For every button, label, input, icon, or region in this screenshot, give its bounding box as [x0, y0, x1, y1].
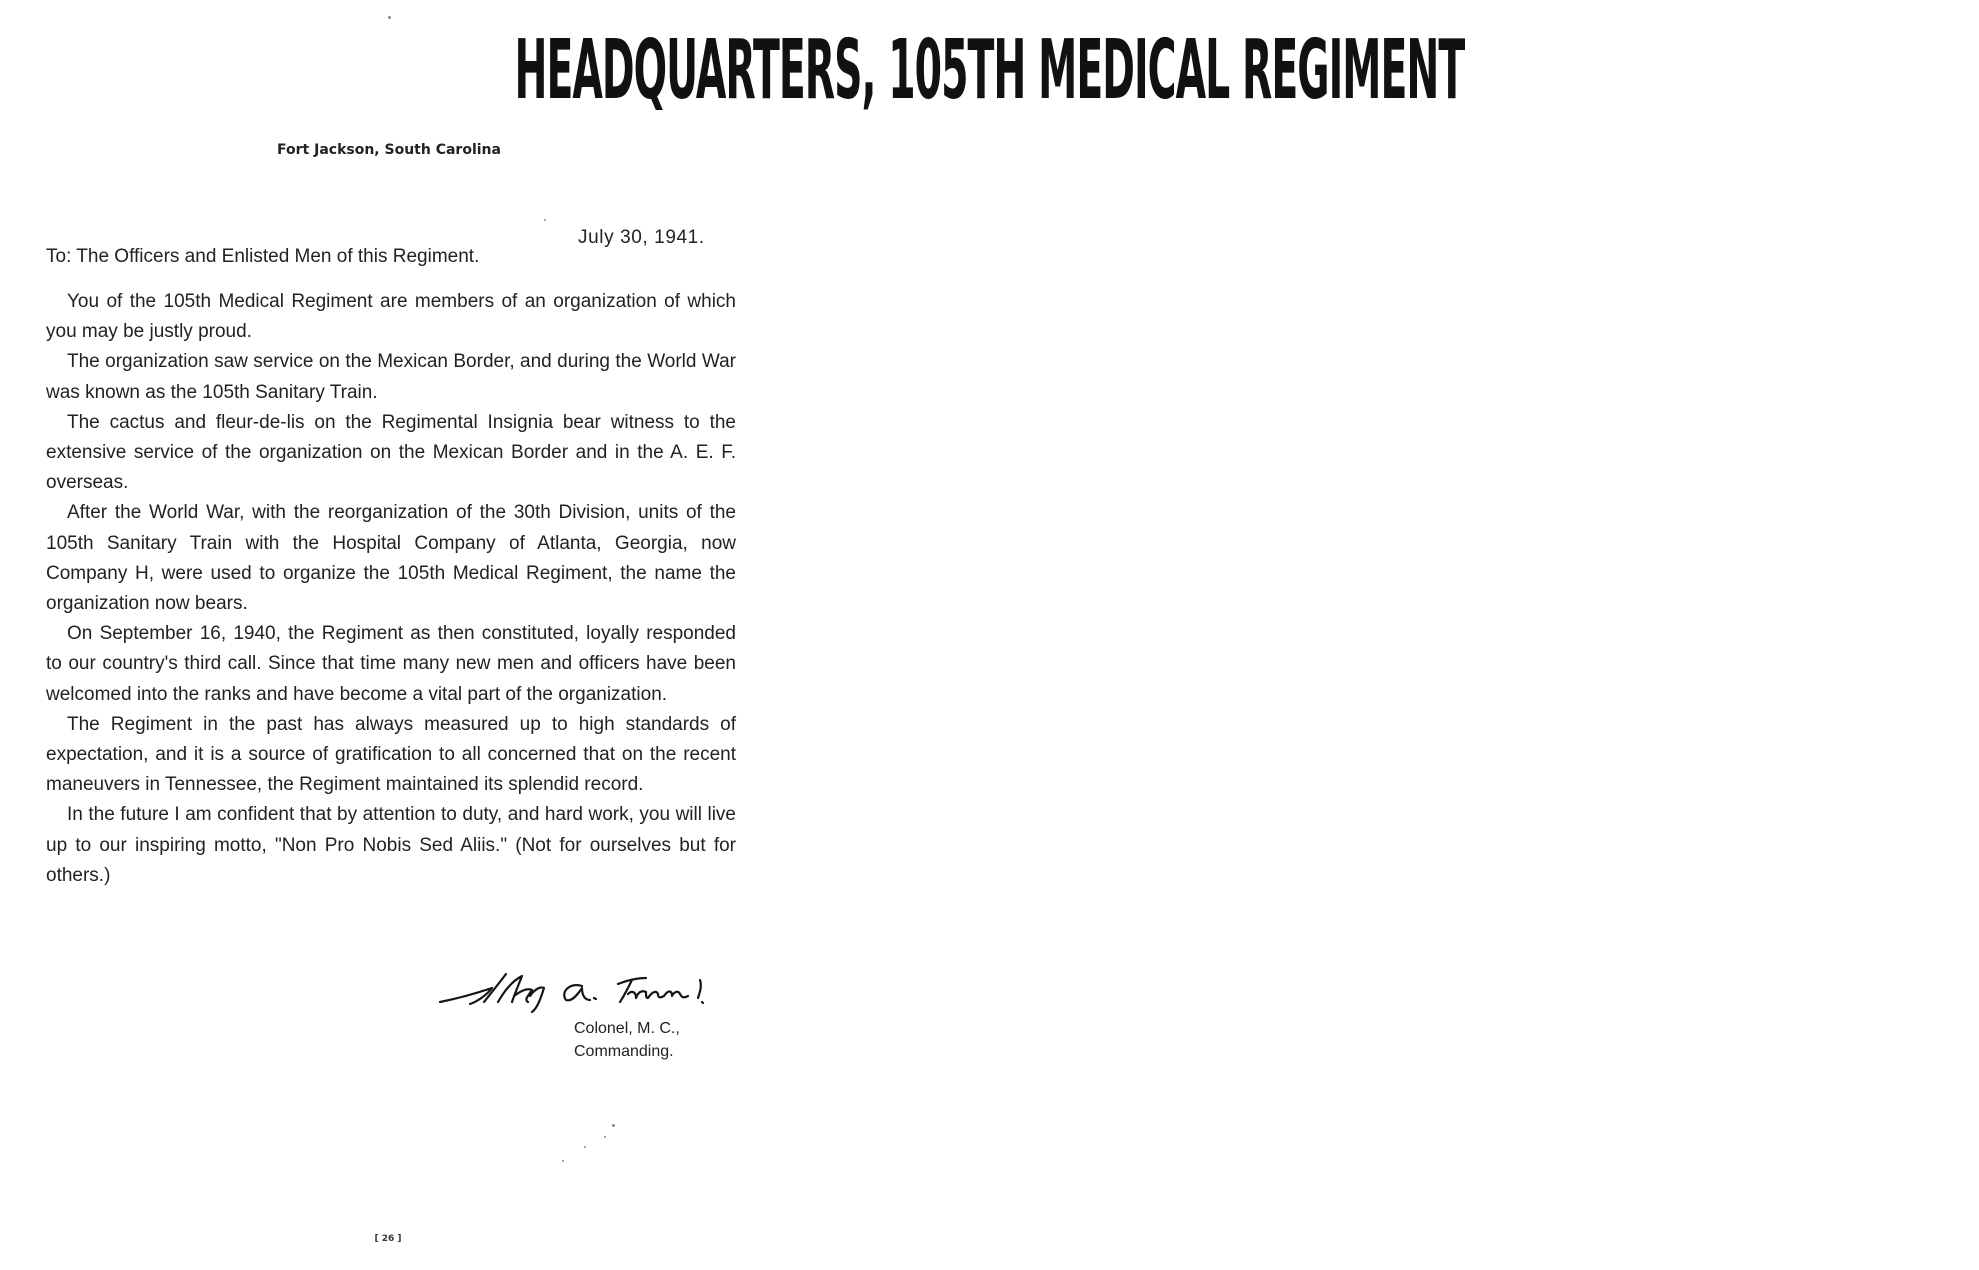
letter-date: July 30, 1941.: [578, 227, 705, 248]
paper-speck: [544, 219, 546, 221]
signature-rank: Colonel, M. C.,: [574, 1020, 680, 1037]
letterhead-location: Fort Jackson, South Carolina: [277, 142, 501, 158]
paper-speck: [604, 1136, 606, 1138]
page-title-text: HEADQUARTERS, 105TH MEDICAL REGIMENT: [514, 23, 1465, 118]
letter-salutation: To: The Officers and Enlisted Men of this Regiment.: [46, 246, 480, 267]
paper-speck: [584, 1146, 586, 1148]
body-paragraph: On September 16, 1940, the Regiment as then constituted, loyally responded to our country's third call. Since that time many new men and officers have been welcomed into the ranks and have become a vital part of the organization.: [46, 623, 736, 705]
signature-block: [574, 1017, 680, 1063]
paper-speck: [562, 1160, 564, 1162]
letter-body: [46, 287, 736, 891]
paper-speck: [388, 16, 391, 19]
body-paragraph: The organization saw service on the Mexican Border, and during the World War was known as the 105th Sanitary Train.: [46, 351, 736, 403]
body-paragraph: In the future I am confident that by attention to duty, and hard work, you will live up to our inspiring motto, "Non Pro Nobis Sed Aliis." (Not for ourselves but for others.): [46, 804, 736, 886]
signature-role: Commanding.: [574, 1043, 674, 1060]
body-paragraph: The Regiment in the past has always measured up to high standards of expectation, and it is a source of gratification to all concerned that on the recent maneuvers in Tennessee, the Regiment maintained its splendid record.: [46, 713, 736, 796]
body-paragraph: The cactus and fleur-de-lis on the Regimental Insignia bear witness to the extensive service of the organization on the Mexican Border and in the A. E. F. overseas.: [46, 411, 736, 494]
body-paragraph: After the World War, with the reorganization of the 30th Division, units of the 105th Sanitary Train with the Hospital Company of Atlanta, Georgia, now Company H, were used to organize the 105th Medical Regiment, the name the organization now bears.: [46, 502, 736, 615]
page-number: [ 26 ]: [374, 1234, 402, 1244]
handwritten-signature: [432, 968, 732, 1016]
body-paragraph: You of the 105th Medical Regiment are members of an organization of which you may be justly proud.: [46, 291, 736, 343]
page-title: [0, 23, 1465, 118]
paper-speck: [612, 1124, 615, 1127]
